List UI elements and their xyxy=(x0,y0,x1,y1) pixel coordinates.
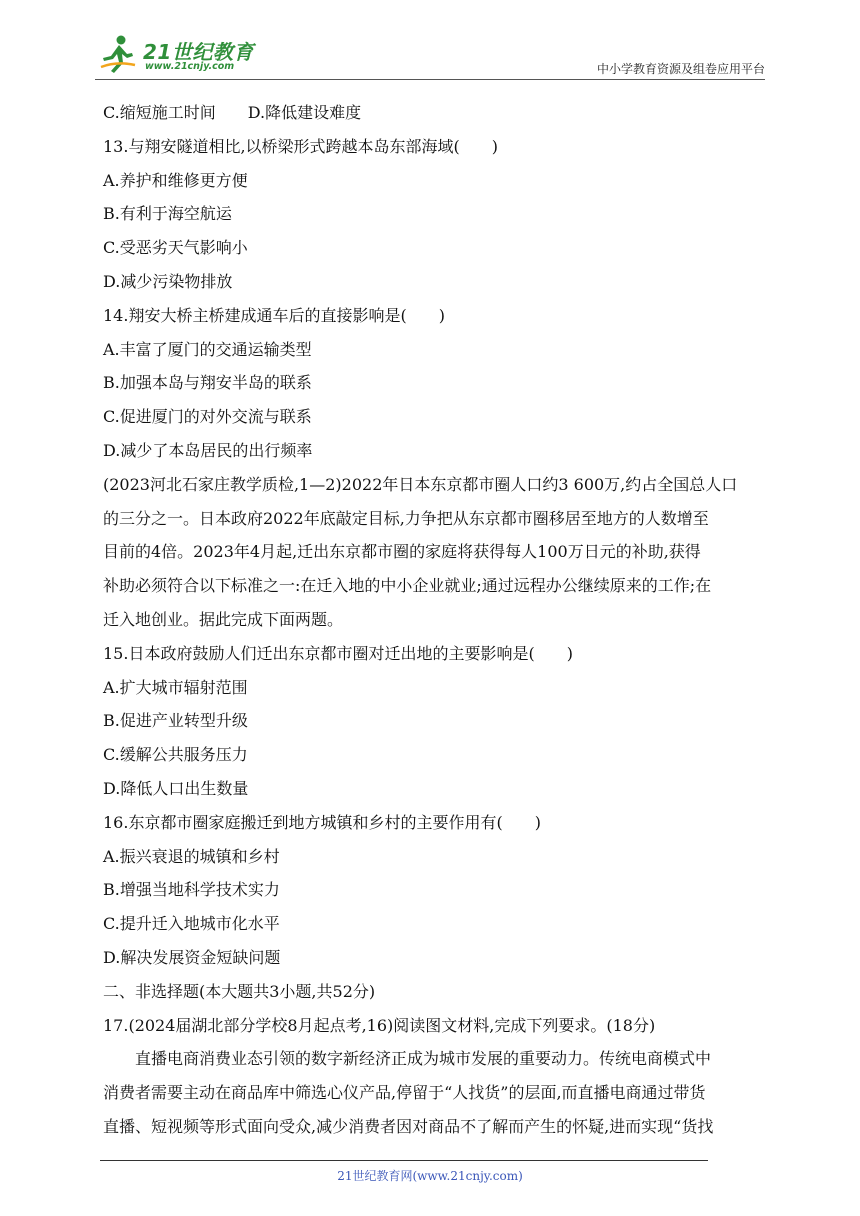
document-body xyxy=(103,96,763,1144)
question-17: 17.(2024届湖北部分学校8月起点考,16)阅读图文材料,完成下列要求。(18分) xyxy=(103,1015,656,1035)
option-line: B.促进产业转型升级 xyxy=(103,711,248,731)
question-15: 15.日本政府鼓励人们迁出东京都市圈对迁出地的主要影响是( ) xyxy=(103,643,573,663)
option-line: A.振兴衰退的城镇和乡村 xyxy=(103,846,280,866)
passage-line: 目前的4倍。2023年4月起,迁出东京都市圈的家庭将获得每人100万日元的补助,获得 xyxy=(103,542,701,562)
passage-line: 补助必须符合以下标准之一:在迁入地的中小企业就业;通过远程办公继续原来的工作;在 xyxy=(103,576,712,596)
platform-title: 中小学教育资源及组卷应用平台 xyxy=(596,62,765,76)
option-line: C.提升迁入地城市化水平 xyxy=(103,914,280,934)
option-line: C.促进厦门的对外交流与联系 xyxy=(103,407,312,427)
passage-line: 直播、短视频等形式面向受众,减少消费者因对商品不了解而产生的怀疑,进而实现“货找 xyxy=(103,1116,714,1136)
option-line: C.缩短施工时间 D.降低建设难度 xyxy=(103,103,362,122)
passage-line: 消费者需要主动在商品库中筛选心仪产品,停留于“人找货”的层面,而直播电商通过带货 xyxy=(103,1083,706,1103)
option-line: B.增强当地科学技术实力 xyxy=(103,880,280,900)
runner-logo-icon xyxy=(97,34,137,74)
question-13: 13.与翔安隧道相比,以桥梁形式跨越本岛东部海域( ) xyxy=(103,136,499,156)
option-line: A.丰富了厦门的交通运输类型 xyxy=(103,339,312,359)
option-line: B.加强本岛与翔安半岛的联系 xyxy=(103,373,312,393)
question-16: 16.东京都市圈家庭搬迁到地方城镇和乡村的主要作用有( ) xyxy=(103,812,541,832)
passage-line: 直播电商消费业态引领的数字新经济正成为城市发展的重要动力。传统电商模式中 xyxy=(135,1049,712,1069)
section-heading: 二、非选择题(本大题共3小题,共52分) xyxy=(103,981,376,1001)
option-line: C.缓解公共服务压力 xyxy=(103,745,248,765)
option-line: C.受恶劣天气影响小 xyxy=(103,238,248,258)
footer-link[interactable]: 21世纪教育网(www.21cnjy.com) xyxy=(337,1169,523,1183)
option-line: D.降低人口出生数量 xyxy=(103,778,249,798)
site-logo[interactable] xyxy=(95,32,265,76)
page-header xyxy=(95,32,765,80)
logo-text: 21世纪教育 xyxy=(143,40,254,64)
option-line: A.扩大城市辐射范围 xyxy=(103,677,248,697)
passage-line: 迁入地创业。据此完成下面两题。 xyxy=(103,609,344,629)
option-line: D.减少了本岛居民的出行频率 xyxy=(103,440,313,460)
passage-line: 的三分之一。日本政府2022年底敲定目标,力争把从东京都市圈移居至地方的人数增至 xyxy=(103,508,709,528)
passage-line: (2023河北石家庄教学质检,1—2)2022年日本东京都市圈人口约3 600万,约占全国总人口 xyxy=(103,474,738,494)
logo-url: www.21cnjy.com xyxy=(145,61,235,72)
option-line: B.有利于海空航运 xyxy=(103,204,232,224)
option-line: D.解决发展资金短缺问题 xyxy=(103,947,281,967)
footer-divider xyxy=(100,1160,708,1161)
option-line: A.养护和维修更方便 xyxy=(103,170,248,190)
header-divider xyxy=(95,79,765,80)
option-line: D.减少污染物排放 xyxy=(103,271,233,291)
question-14: 14.翔安大桥主桥建成通车后的直接影响是( ) xyxy=(103,305,445,325)
